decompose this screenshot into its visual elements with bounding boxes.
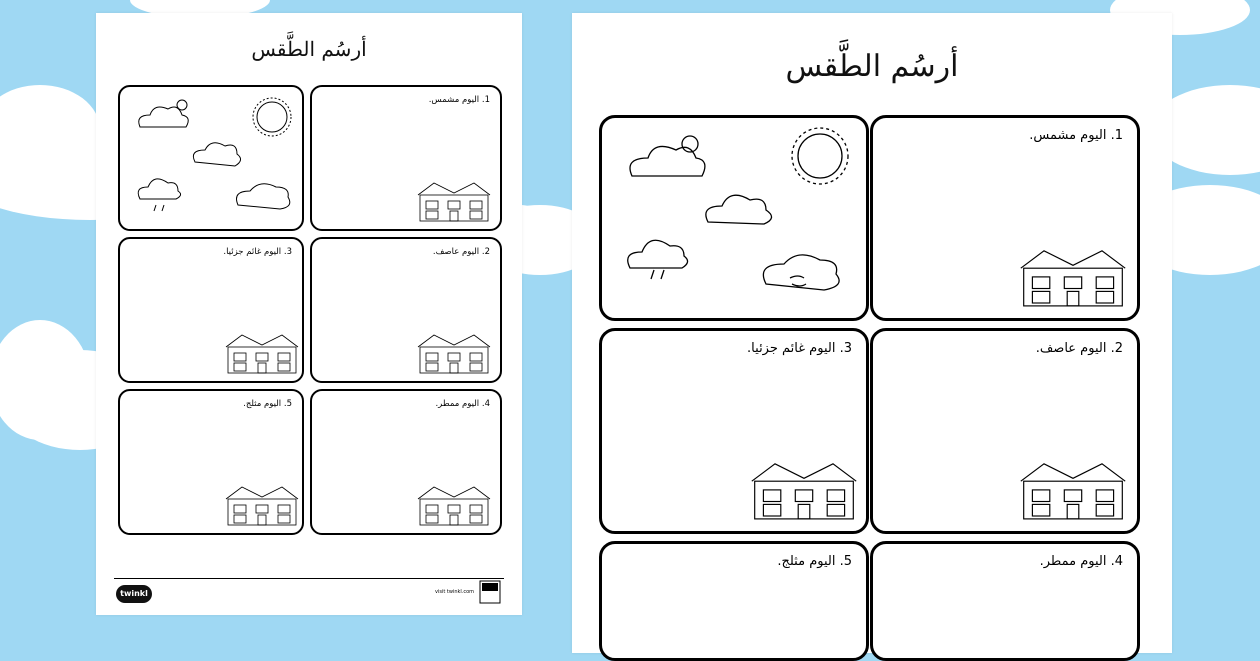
box-label: 1. اليوم مشمس. — [1029, 128, 1123, 143]
house-icon — [1015, 451, 1131, 523]
twinkl-logo-icon: twinkl — [116, 585, 152, 603]
weather-pictures — [602, 118, 866, 318]
box-label: 5. اليوم مثلج. — [777, 554, 852, 569]
worksheet-zoomed — [572, 13, 1172, 653]
house-icon — [1015, 238, 1131, 310]
worksheet-preview-small — [96, 13, 522, 615]
box-label: 2. اليوم عاصف. — [432, 247, 490, 257]
weather-pictures — [120, 87, 302, 229]
worksheet-title: أرسُم الطَّقس — [251, 37, 367, 61]
drawing-box-1 — [870, 115, 1140, 321]
footer-url: visit twinkl.com — [435, 589, 475, 595]
drawing-box-weather-images — [118, 85, 304, 231]
box-label: 4. اليوم ممطر. — [435, 399, 490, 409]
sun-icon — [253, 98, 291, 136]
house-icon — [414, 175, 494, 223]
cloud-icon — [628, 136, 772, 279]
wind-cloud-icon — [763, 255, 839, 290]
worksheet-title: أرسُم الطَّقس — [785, 49, 959, 84]
drawing-box-1 — [310, 85, 502, 231]
drawing-box-weather-images — [599, 115, 869, 321]
badge-icon — [479, 580, 501, 604]
house-icon — [222, 479, 302, 527]
drawing-box-4 — [310, 389, 502, 535]
drawing-box-5 — [118, 389, 304, 535]
drawing-box-2 — [870, 328, 1140, 534]
house-icon — [414, 327, 494, 375]
drawing-box-3 — [599, 328, 869, 534]
house-icon — [746, 451, 862, 523]
box-label: 1. اليوم مشمس. — [428, 95, 490, 105]
box-label: 4. اليوم ممطر. — [1039, 554, 1123, 569]
box-label: 3. اليوم غائم جزئيا. — [223, 247, 292, 257]
sun-icon — [792, 128, 848, 184]
cloud-icon — [138, 100, 290, 211]
drawing-box-3 — [118, 237, 304, 383]
box-label: 5. اليوم مثلج. — [243, 399, 292, 409]
drawing-box-5 — [599, 541, 869, 661]
house-icon — [222, 327, 302, 375]
drawing-box-2 — [310, 237, 502, 383]
box-label: 3. اليوم غائم جزئيا. — [747, 341, 852, 356]
box-label: 2. اليوم عاصف. — [1035, 341, 1123, 356]
house-icon — [414, 479, 494, 527]
footer-divider — [114, 578, 504, 579]
drawing-box-4 — [870, 541, 1140, 661]
